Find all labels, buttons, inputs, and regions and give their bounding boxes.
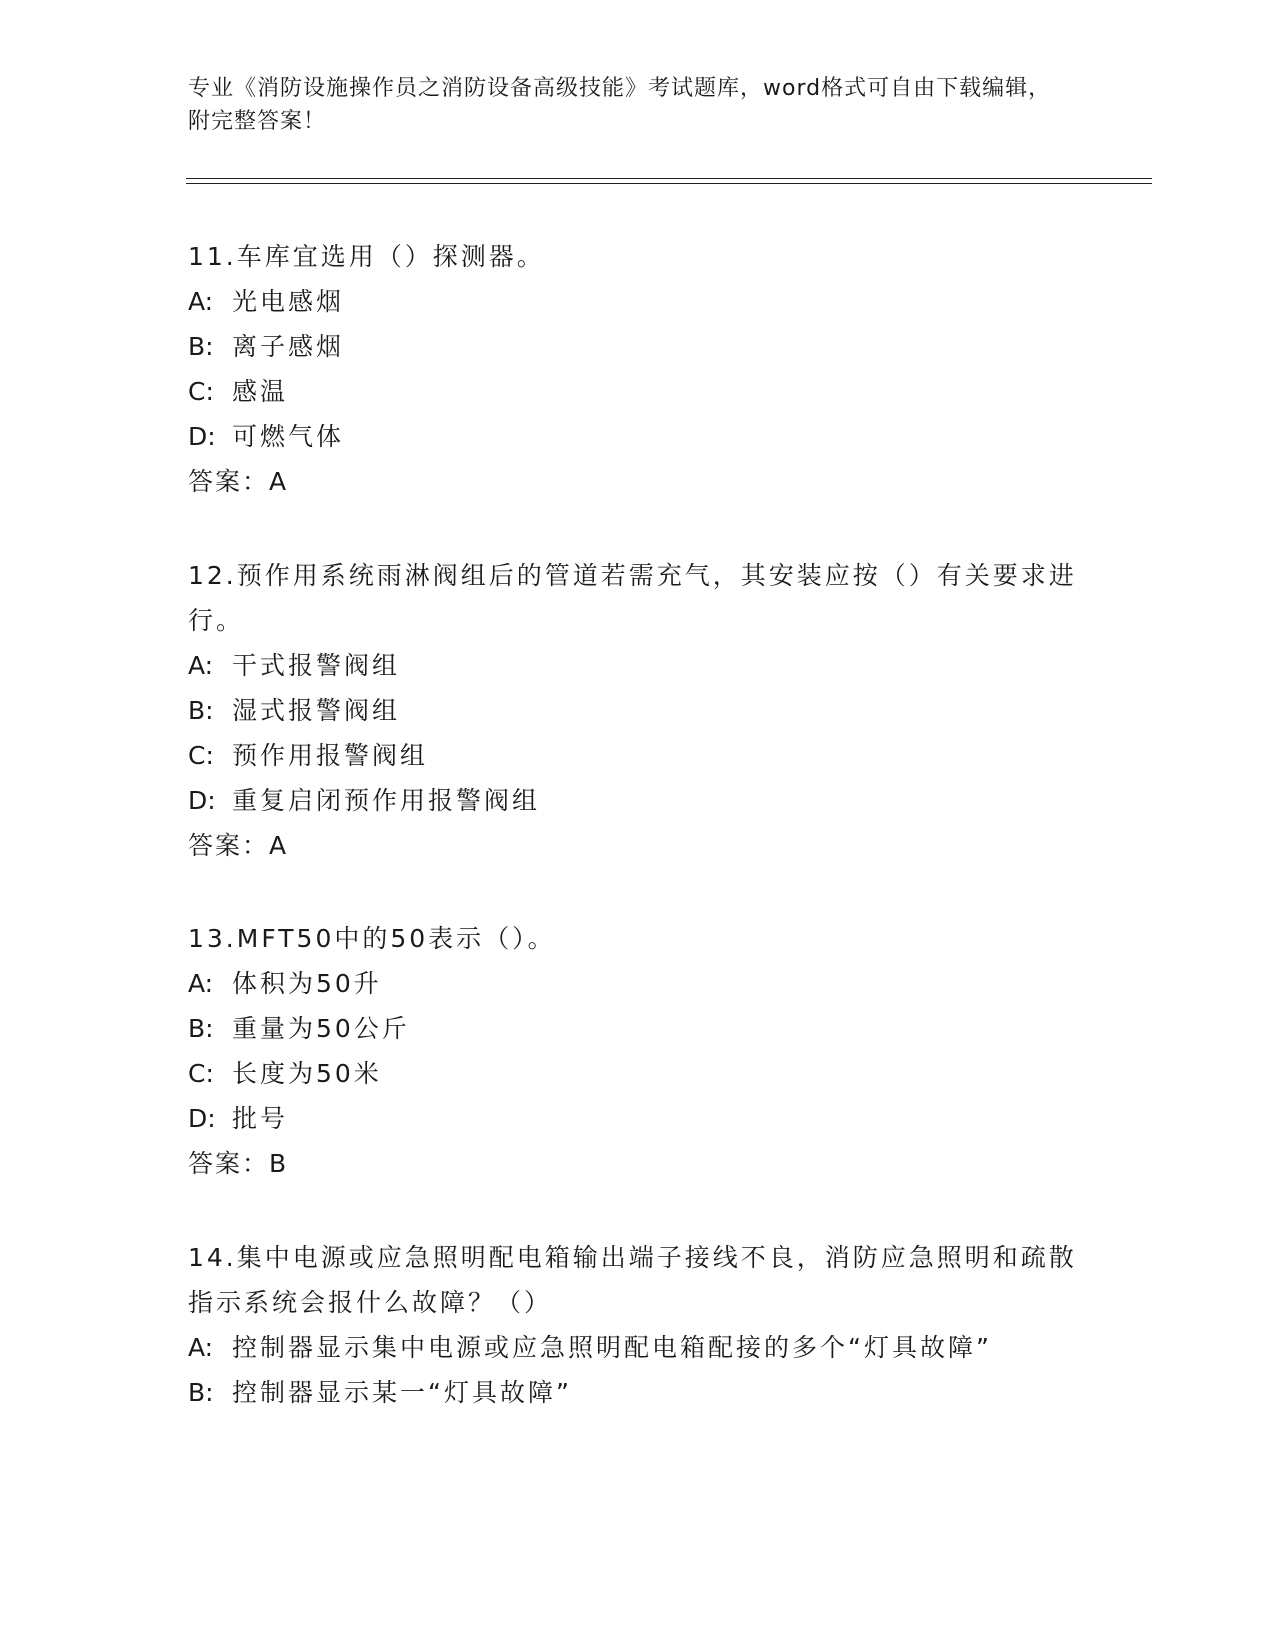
option-a <box>188 961 1088 1006</box>
option-a <box>188 1325 1088 1370</box>
option-c <box>188 733 1088 778</box>
option-letter: D: <box>188 422 216 451</box>
option-letter: B: <box>188 332 214 361</box>
option-c <box>188 1051 1088 1096</box>
question-13 <box>188 916 1088 1186</box>
option-letter: C: <box>188 741 214 770</box>
option-letter: B: <box>188 696 214 725</box>
option-letter: A: <box>188 969 214 998</box>
option-text: 预作用报警阀组 <box>232 741 429 770</box>
option-letter: C: <box>188 1059 214 1088</box>
option-letter: A: <box>188 1333 214 1362</box>
option-text: 光电感烟 <box>232 287 345 316</box>
header-divider-top <box>186 178 1152 179</box>
option-d <box>188 414 1088 459</box>
option-letter: B: <box>188 1378 214 1407</box>
option-letter: D: <box>188 786 216 815</box>
option-text: 湿式报警阀组 <box>232 696 401 725</box>
option-text: 离子感烟 <box>232 332 345 361</box>
option-letter: D: <box>188 1104 216 1133</box>
question-stem: 11.车库宜选用（）探测器。 <box>188 242 545 271</box>
question-14 <box>188 1235 1088 1415</box>
option-letter: B: <box>188 1014 214 1043</box>
option-text: 体积为50升 <box>232 969 382 998</box>
question-stem: 13.MFT50中的50表示（）。 <box>188 924 556 953</box>
option-b <box>188 1370 1088 1415</box>
question-stem: 14.集中电源或应急照明配电箱输出端子接线不良，消防应急照明和疏散指示系统会报什么故障？（） <box>188 1243 1077 1317</box>
option-b <box>188 324 1088 369</box>
document-header: 专业《消防设施操作员之消防设备高级技能》考试题库，word格式可自由下载编辑，附完整答案！ <box>188 76 1052 134</box>
option-c <box>188 369 1088 414</box>
option-text: 控制器显示集中电源或应急照明配电箱配接的多个“灯具故障” <box>232 1333 992 1362</box>
option-b <box>188 688 1088 733</box>
question-11 <box>188 234 1088 504</box>
option-text: 控制器显示某一“灯具故障” <box>232 1378 572 1407</box>
option-text: 可燃气体 <box>232 422 345 451</box>
question-12 <box>188 553 1088 868</box>
option-b <box>188 1006 1088 1051</box>
option-text: 重量为50公斤 <box>232 1014 410 1043</box>
option-text: 干式报警阀组 <box>232 651 401 680</box>
option-d <box>188 778 1088 823</box>
option-a <box>188 643 1088 688</box>
option-text: 批号 <box>232 1104 289 1133</box>
option-text: 重复启闭预作用报警阀组 <box>232 786 541 815</box>
answer-line: 答案：B <box>188 1149 289 1178</box>
option-text: 长度为50米 <box>232 1059 382 1088</box>
option-letter: A: <box>188 287 214 316</box>
answer-line: 答案：A <box>188 831 289 860</box>
option-a <box>188 279 1088 324</box>
header-divider-bottom <box>186 183 1152 184</box>
answer-line: 答案：A <box>188 467 289 496</box>
question-stem: 12.预作用系统雨淋阀组后的管道若需充气，其安装应按（）有关要求进行。 <box>188 561 1077 635</box>
option-letter: C: <box>188 377 214 406</box>
option-d <box>188 1096 1088 1141</box>
option-text: 感温 <box>232 377 289 406</box>
option-letter: A: <box>188 651 214 680</box>
